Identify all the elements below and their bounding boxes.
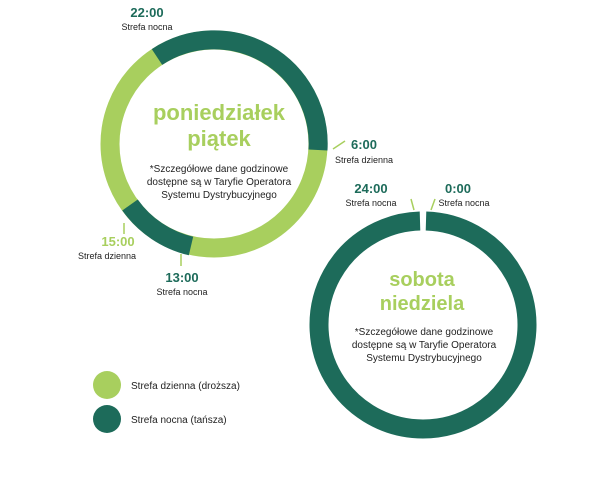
label-2400-time: 24:00 bbox=[354, 181, 388, 196]
tick-600 bbox=[333, 141, 345, 149]
weekend-title-line2: niedziela bbox=[379, 293, 465, 315]
label-2200-zone: Strefa nocna bbox=[121, 22, 173, 32]
weekend-note-line1: *Szczegółowe dane godzinowe bbox=[354, 327, 494, 338]
tick-2400 bbox=[411, 199, 414, 210]
legend-day-label: Strefa dzienna (droższa) bbox=[131, 381, 240, 392]
tick-000 bbox=[431, 199, 435, 210]
weekend-ring-night-segment bbox=[319, 221, 527, 429]
label-2400-zone: Strefa nocna bbox=[345, 198, 397, 208]
label-2200-time: 22:00 bbox=[130, 5, 164, 20]
legend-night-swatch bbox=[93, 405, 121, 433]
weekday-note-line2: dostępne są w Taryfie Operatora bbox=[146, 177, 292, 188]
weekday-note-line3: Systemu Dystrybucyjnego bbox=[161, 190, 277, 201]
weekend-note-line3: Systemu Dystrybucyjnego bbox=[366, 353, 482, 364]
weekday-title-line1: poniedziałek bbox=[152, 100, 286, 125]
label-000-time: 0:00 bbox=[444, 181, 472, 196]
legend-night-label: Strefa nocna (tańsza) bbox=[131, 415, 227, 426]
label-1300-time: 13:00 bbox=[165, 270, 199, 285]
label-600-zone: Strefa dzienna bbox=[334, 155, 394, 165]
weekday-note-line1: *Szczegółowe dane godzinowe bbox=[149, 164, 289, 175]
label-1500 bbox=[78, 234, 136, 261]
weekday-title-line2: piątek bbox=[187, 126, 251, 151]
label-000-zone: Strefa nocna bbox=[438, 198, 490, 208]
label-1500-time: 15:00 bbox=[101, 234, 135, 249]
label-1300 bbox=[156, 270, 207, 297]
weekend-note-line2: dostępne są w Taryfie Operatora bbox=[351, 340, 497, 351]
label-600-time: 6:00 bbox=[350, 137, 378, 152]
label-000 bbox=[438, 181, 489, 208]
label-1300-zone: Strefa nocna bbox=[156, 287, 208, 297]
legend bbox=[93, 371, 240, 433]
label-2200 bbox=[121, 5, 172, 32]
label-2400 bbox=[345, 181, 396, 208]
label-1500-zone: Strefa dzienna bbox=[77, 251, 137, 261]
weekend-title-line1: sobota bbox=[389, 269, 455, 291]
weekday-ring-night-segment-midday bbox=[130, 205, 191, 246]
legend-day-swatch bbox=[93, 371, 121, 399]
